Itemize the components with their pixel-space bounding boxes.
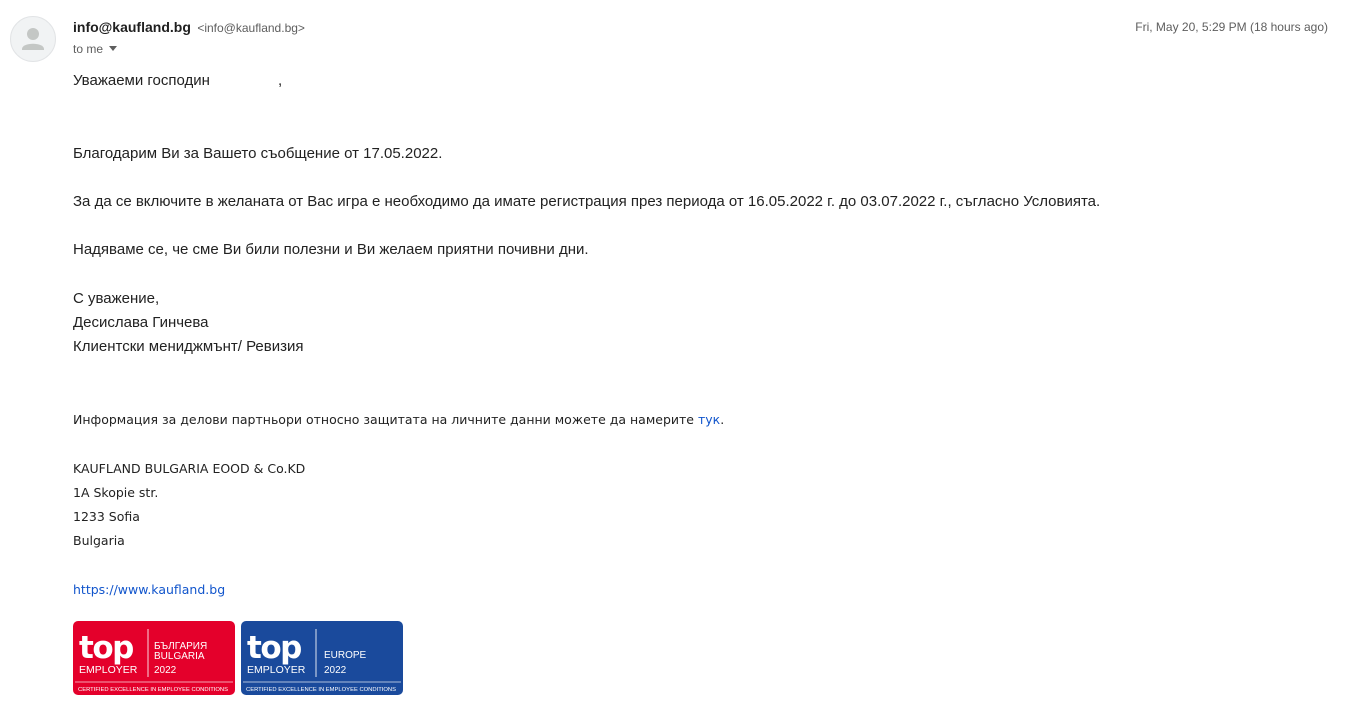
company-name: KAUFLAND BULGARIA EOOD & Co.KD (73, 461, 306, 476)
top-employer-europe-badge[interactable] (241, 621, 403, 695)
badge-employer: EMPLOYER (247, 664, 306, 676)
recipient-details-toggle[interactable] (73, 40, 117, 58)
paragraph-registration: За да се включите в желаната от Вас игра е необходимо да имате регистрация през периода от 16.05.2022 г. до 03.07.2022 г., съгласно Условията. (73, 193, 1101, 210)
badge-logo: top (79, 630, 133, 666)
badge-year: 2022 (154, 665, 177, 676)
greeting-suffix: , (277, 72, 283, 89)
sender-line (73, 17, 305, 38)
top-employer-bulgaria-badge[interactable] (73, 621, 235, 695)
privacy-notice (73, 411, 724, 429)
paragraph-thanks: Благодарим Ви за Вашето съобщение от 17.05.2022. (73, 145, 443, 162)
company-street: 1A Skopie str. (73, 485, 159, 500)
signer-department: Клиентски мениджмънт/ Ревизия (73, 338, 304, 355)
badge-region-line1: БЪЛГАРИЯ (154, 641, 208, 652)
sender-name[interactable]: info@kaufland.bg (73, 19, 191, 35)
badge-employer: EMPLOYER (79, 664, 138, 676)
caret-down-icon[interactable] (109, 46, 117, 51)
person-icon (11, 17, 55, 61)
sender-email: <info@kaufland.bg> (197, 21, 305, 35)
greeting-text: Уважаеми господин (73, 72, 210, 89)
badge-logo: top (247, 630, 301, 666)
paragraph-wishes: Надяваме се, че сме Ви били полезни и Ви желаем приятни почивни дни. (73, 241, 589, 258)
greeting (73, 71, 282, 91)
recipient-label: to me (73, 42, 104, 56)
privacy-text: Информация за делови партньори относно защитата на личните данни можете да намерите (73, 412, 698, 427)
privacy-link[interactable]: тук (697, 412, 721, 427)
badge-region-line2: BULGARIA (154, 651, 205, 662)
website-link[interactable]: https://www.kaufland.bg (73, 582, 226, 597)
company-city: 1233 Sofia (73, 509, 140, 524)
closing: С уважение, (73, 290, 160, 307)
badge-tagline: CERTIFIED EXCELLENCE IN EMPLOYEE CONDITIONS (246, 687, 397, 693)
badge-year: 2022 (324, 665, 347, 676)
privacy-suffix: . (720, 412, 725, 427)
badge-region-line1: EUROPE (324, 650, 367, 661)
company-country: Bulgaria (73, 533, 125, 548)
signer-name: Десислава Гинчева (73, 314, 209, 331)
website (73, 581, 225, 599)
badge-tagline: CERTIFIED EXCELLENCE IN EMPLOYEE CONDITIONS (78, 687, 229, 693)
message-timestamp: Fri, May 20, 5:29 PM (18 hours ago) (1135, 20, 1328, 34)
sender-avatar[interactable] (10, 16, 56, 62)
